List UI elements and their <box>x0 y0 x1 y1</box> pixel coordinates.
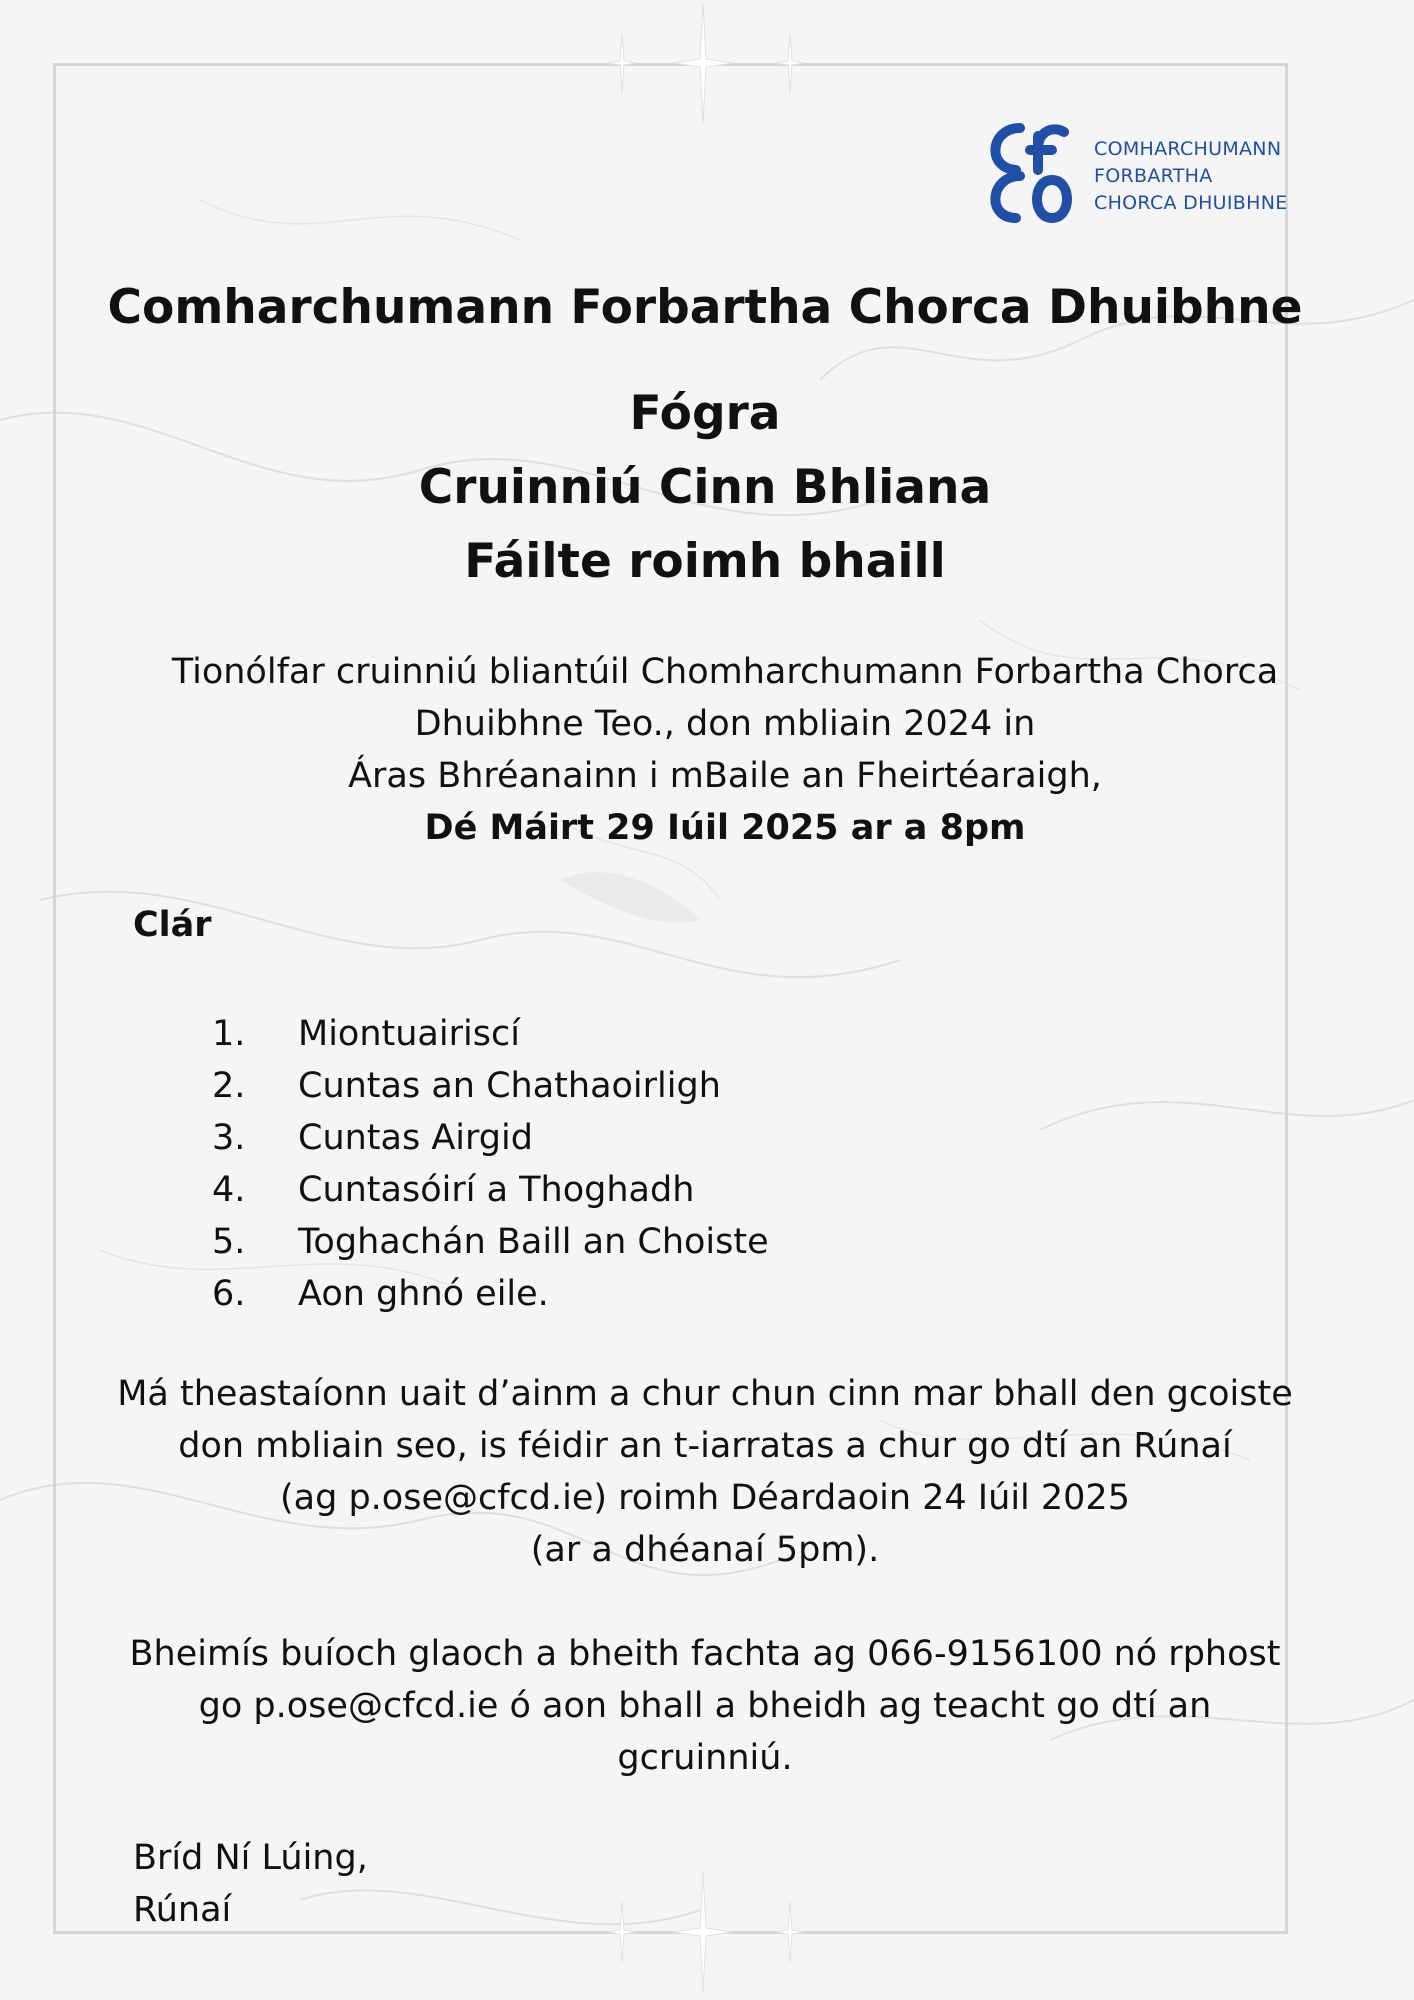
agenda-label: Clár <box>133 905 212 945</box>
logo-line-2: FORBARTHA <box>1094 165 1213 187</box>
agenda-item-text: Toghachán Baill an Choiste <box>298 1222 769 1262</box>
intro-paragraph <box>60 646 1390 854</box>
rsvp-line-3: gcruinniú. <box>617 1738 793 1778</box>
logo-wordmark <box>1094 136 1288 217</box>
agenda-item <box>212 1164 769 1216</box>
agenda-item-number: 5. <box>212 1222 246 1262</box>
rsvp-paragraph <box>60 1628 1350 1784</box>
logo-line-1: COMHARCHUMANN <box>1094 138 1282 160</box>
notice-heading <box>60 377 1350 599</box>
agenda-item <box>212 1112 769 1164</box>
rsvp-line-1: Bheimís buíoch glaoch a bheith fachta ag 066-9156100 nó rphost <box>129 1634 1281 1674</box>
signatory-name: Bríd Ní Lúing, <box>133 1838 368 1878</box>
intro-line-2: Dhuibhne Teo., don mbliain 2024 in <box>414 704 1036 744</box>
agenda-item-number: 6. <box>212 1274 246 1314</box>
page-title: Comharchumann Forbartha Chorca Dhuibhne <box>107 280 1303 335</box>
agenda-item-number: 1. <box>212 1014 246 1054</box>
nomination-paragraph <box>60 1368 1350 1576</box>
agenda-item-text: Cuntas an Chathaoirligh <box>298 1066 721 1106</box>
agenda-item-text: Cuntas Airgid <box>298 1118 533 1158</box>
meeting-date: Dé Máirt 29 Iúil 2025 ar a 8pm <box>424 808 1026 848</box>
agenda-item-text: Cuntasóirí a Thoghadh <box>298 1170 695 1210</box>
nomination-line-4: (ar a dhéanaí 5pm). <box>530 1530 880 1570</box>
agenda-item <box>212 1060 769 1112</box>
agenda-list <box>212 1008 769 1320</box>
nomination-line-1: Má theastaíonn uait d’ainm a chur chun cinn mar bhall den gcoiste <box>117 1374 1293 1414</box>
agenda-item-number: 3. <box>212 1118 246 1158</box>
nomination-line-3: (ag p.ose@cfcd.ie) roimh Déardaoin 24 Iúil 2025 <box>280 1478 1130 1518</box>
agenda-item <box>212 1216 769 1268</box>
agenda-item-number: 2. <box>212 1066 246 1106</box>
agenda-item-text: Miontuairiscí <box>298 1014 520 1054</box>
notice-heading-line-3: Fáilte roimh bhaill <box>464 534 946 589</box>
agenda-item <box>212 1008 769 1060</box>
intro-line-3: Áras Bhréanainn i mBaile an Fheirtéaraigh, <box>348 756 1102 796</box>
agenda-item-number: 4. <box>212 1170 246 1210</box>
agenda-item <box>212 1268 769 1320</box>
notice-heading-line-2: Cruinniú Cinn Bhliana <box>418 460 992 515</box>
intro-line-1: Tionólfar cruinniú bliantúil Chomharchumann Forbartha Chorca <box>171 652 1279 692</box>
notice-heading-line-1: Fógra <box>629 386 781 441</box>
nomination-line-2: don mbliain seo, is féidir an t-iarratas a chur go dtí an Rúnaí <box>178 1426 1232 1466</box>
logo-line-3: CHORCA DHUIBHNE <box>1094 192 1288 214</box>
rsvp-line-2: go p.ose@cfcd.ie ó aon bhall a bheidh ag teacht go dtí an <box>198 1686 1212 1726</box>
signature-block <box>133 1832 368 1936</box>
signatory-role: Rúnaí <box>133 1890 232 1930</box>
agenda-item-text: Aon ghnó eile. <box>298 1274 549 1314</box>
